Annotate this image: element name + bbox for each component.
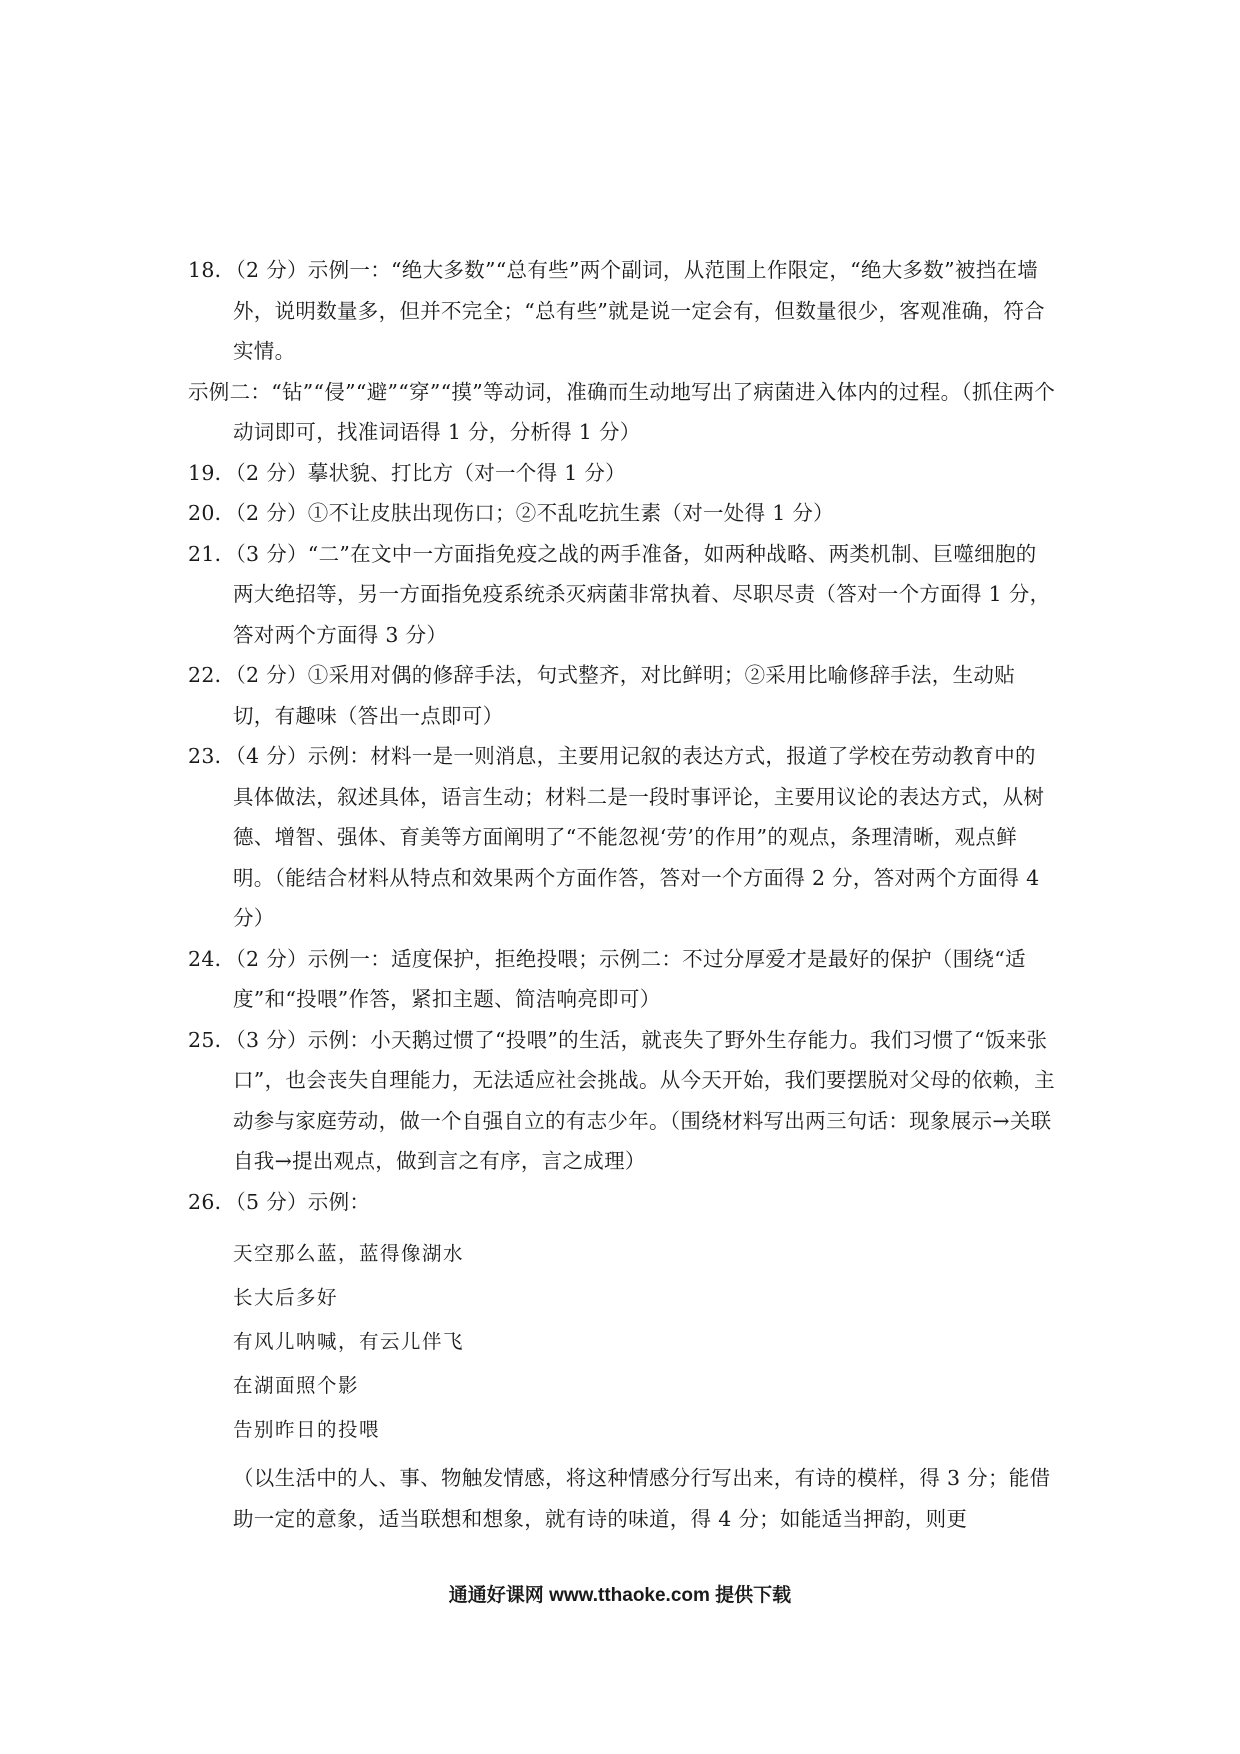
answer-text: （2 分）①不让皮肤出现伤口；②不乱吃抗生素（对一处得 1 分） xyxy=(235,501,834,525)
answer-number: 23． xyxy=(188,744,236,768)
scoring-criteria: （以生活中的人、事、物触发情感，将这种情感分行写出来，有诗的模样，得 3 分；能借助一定的意象，适当联想和想象，就有诗的味道，得 4 分；如能适当押韵，则更 xyxy=(233,1466,1051,1531)
page-footer: 通通好课网 www.tthaoke.com 提供下载 xyxy=(448,1585,792,1606)
answer-list xyxy=(188,250,1056,1539)
poem-line: 有风儿呐喊，有云儿伴飞 xyxy=(233,1330,465,1353)
answer-text: （2 分）示例一：“绝大多数”“总有些”两个副词，从范围上作限定，“绝大多数”被挡在墙外，说明数量多，但并不完全；“总有些”就是说一定会有，但数量很少，客观准确，符合实情。 xyxy=(233,258,1045,363)
answer-number: 21． xyxy=(188,541,236,566)
answer-24 xyxy=(188,939,1056,1020)
answer-19 xyxy=(188,453,1056,494)
answer-text: （3 分）“二”在文中一方面指免疫之战的两手准备，如两种战略、两类机制、巨噬细胞的两大绝招等，另一方面指免疫系统杀灭病菌非常执着、尽职尽责（答对一个方面得 1 分，答对两个方面得 3 分） xyxy=(233,541,1051,647)
poem-line: 天空那么蓝，蓝得像湖水 xyxy=(233,1242,465,1265)
answer-text: （4 分）示例：材料一是一则消息，主要用记叙的表达方式，报道了学校在劳动教育中的具体做法，叙述具体，语言生动；材料二是一段时事评论，主要用议论的表达方式，从树德、增智、强体、育美等方面阐明了“不能忽视‘劳’的作用”的观点，条理清晰，观点鲜明。（能结合材料从特点和效果两个方面作答，答对一个方面得 2 分，答对两个方面得 4 分） xyxy=(233,744,1045,930)
answer-number: 22． xyxy=(188,663,236,687)
answer-number: 24． xyxy=(188,946,236,971)
answer-text: （2 分）摹状貌、打比方（对一个得 1 分） xyxy=(235,460,626,485)
answer-20 xyxy=(188,493,1056,534)
answer-number: 18． xyxy=(188,258,236,282)
answer-text: 示例二：“钻”“侵”“避”“穿”“摸”等动词，准确而生动地写出了病菌进入体内的过程。（抓住两个动词即可，找准词语得 1 分，分析得 1 分） xyxy=(188,379,1056,444)
answer-21 xyxy=(188,534,1056,656)
answer-text: （2 分）示例一：适度保护，拒绝投喂；示例二：不过分厚爱才是最好的保护（围绕“适度”和“投喂”作答，紧扣主题、简洁响亮即可） xyxy=(233,946,1026,1011)
answer-23 xyxy=(188,736,1056,939)
poem-line: 在湖面照个影 xyxy=(233,1374,360,1397)
answer-18 xyxy=(188,250,1056,372)
answer-number: 25． xyxy=(188,1027,236,1052)
answer-25 xyxy=(188,1020,1056,1182)
answer-number: 19． xyxy=(188,460,236,485)
answer-26 xyxy=(188,1182,1056,1223)
answer-text: （5 分）示例： xyxy=(235,1189,371,1214)
answer-number: 26． xyxy=(188,1189,236,1214)
answer-text: （2 分）①采用对偶的修辞手法，句式整齐，对比鲜明；②采用比喻修辞手法，生动贴切，有趣味（答出一点即可） xyxy=(233,663,1016,728)
answer-22 xyxy=(188,655,1056,736)
answer-number: 20． xyxy=(188,501,236,525)
poem-line: 长大后多好 xyxy=(233,1286,339,1309)
poem-line: 告别昨日的投喂 xyxy=(233,1418,381,1441)
example-poem xyxy=(233,1232,1056,1452)
answer-18-example-2 xyxy=(188,372,1056,453)
answer-text: （3 分）示例：小天鹅过惯了“投喂”的生活，就丧失了野外生存能力。我们习惯了“饭来张口”，也会丧失自理能力，无法适应社会挑战。从今天开始，我们要摆脱对父母的依赖，主动参与家庭劳动，做一个自强自立的有志少年。（围绕材料写出两三句话：现象展示→关联自我→提出观点，做到言之有序，言之成理） xyxy=(233,1027,1055,1173)
